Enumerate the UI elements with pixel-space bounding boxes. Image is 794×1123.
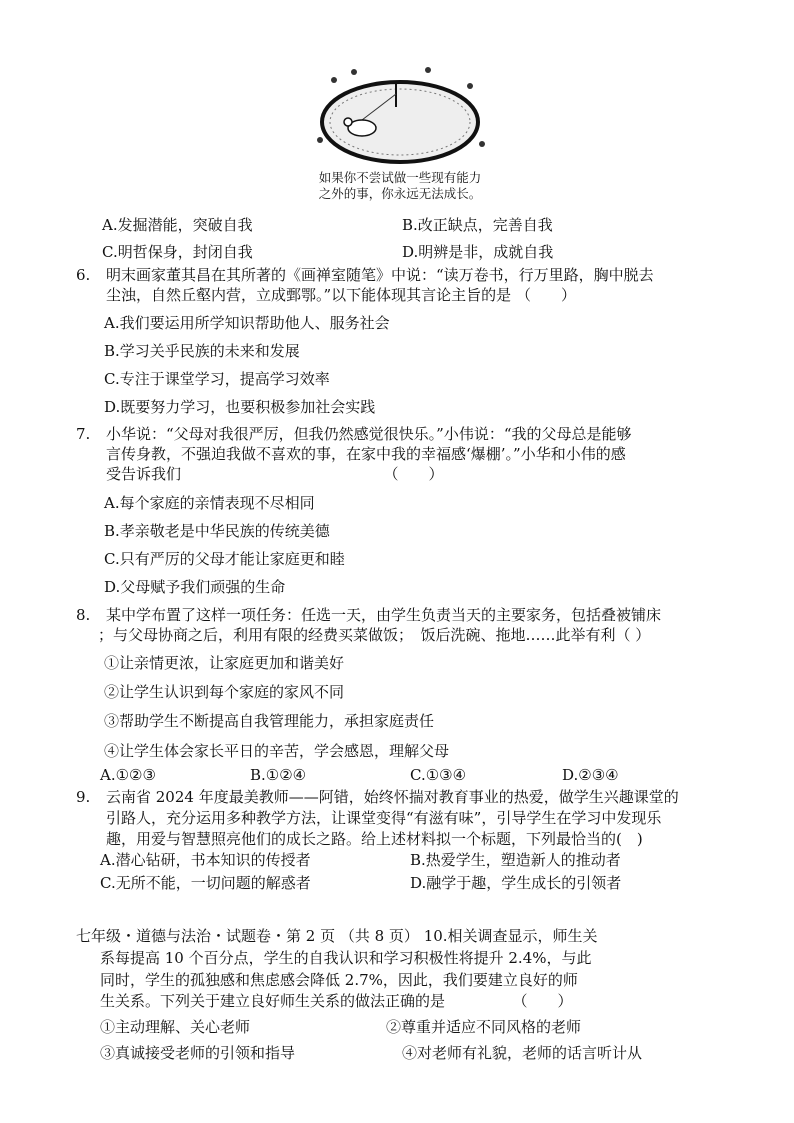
q9-stem-line-2: 引路人，充分运用多种教学方法，让课堂变得“有滋有味”，引导学生在学习中发现乐 <box>106 809 662 827</box>
q7-number: 7. <box>76 425 91 443</box>
q8-item-3: ③帮助学生不断提高自我管理能力，承担家庭责任 <box>104 712 435 730</box>
q9-option-d: D.融学于趣，学生成长的引领者 <box>410 874 622 892</box>
caption-line-1: 如果你不尝试做一些现有能力 <box>318 170 482 185</box>
q6-number: 6. <box>76 266 91 284</box>
q6-stem-line-1: 明末画家董其昌在其所著的《画禅室随笔》中说：“读万卷书，行万里路，胸中脱去 <box>106 266 654 284</box>
q8-item-1: ①让亲情更浓，让家庭更加和谐美好 <box>104 654 345 672</box>
cartoon-caption <box>300 170 500 202</box>
q10-item-4: ④对老师有礼貌，老师的话言听计从 <box>402 1044 643 1062</box>
q9-stem-line-3: 趣，用爱与智慧照亮他们的成长之路。给上述材料拟一个标题，下列最恰当的( ) <box>106 830 643 848</box>
q10-item-3: ③真诚接受老师的引领和指导 <box>100 1044 296 1062</box>
caption-line-2: 之外的事，你永远无法成长。 <box>318 186 482 201</box>
q7-option-b: B.孝亲敬老是中华民族的传统美德 <box>104 522 330 540</box>
q5-option-a: A.发掘潜能，突破自我 <box>102 216 253 234</box>
q8-option-c: C.①③④ <box>410 766 467 784</box>
footer-q10-line-1: 七年级・道德与法治・试题卷・第 2 页 （共 8 页） 10.相关调查显示，师生关 <box>76 927 598 945</box>
q5-option-b: B.改正缺点，完善自我 <box>402 216 553 234</box>
q7-stem-line-1: 小华说：“父母对我很严厉，但我仍然感觉很快乐。”小伟说：“我的父母总是能够 <box>106 425 632 443</box>
q8-stem-line-2: ；与父母协商之后，利用有限的经费买菜做饭； 饭后洗碗、拖地……此举有利（ ） <box>98 626 651 644</box>
q5-option-d: D.明辨是非，成就自我 <box>402 243 554 261</box>
q7-option-a: A.每个家庭的亲情表现不尽相同 <box>104 494 315 512</box>
q7-stem-line-2: 言传身教，不强迫我做不喜欢的事，在家中我的幸福感‘爆棚’。”小华和小伟的感 <box>106 445 626 463</box>
q8-option-b: B.①②④ <box>250 766 307 784</box>
q6-stem-line-2: 尘浊，自然丘壑内营，立成鄄鄂。”以下能体现其言论主旨的是 （ ） <box>106 286 576 304</box>
q8-item-4: ④让学生体会家长平日的辛苦，学会感恩，理解父母 <box>104 742 450 760</box>
q9-number: 9. <box>76 788 91 806</box>
q10-item-1: ①主动理解、关心老师 <box>100 1018 251 1036</box>
q10-stem-line-3: 同时，学生的孤独感和焦虑感会降低 2.7%，因此，我们要建立良好的师 <box>100 971 578 989</box>
q6-option-d: D.既要努力学习，也要积极参加社会实践 <box>104 398 376 416</box>
q9-stem-line-1: 云南省 2024 年度最美教师——阿错，始终怀揣对教育事业的热爱，做学生兴趣课堂的 <box>106 788 679 806</box>
q5-option-c: C.明哲保身，封闭自我 <box>102 243 253 261</box>
q7-option-c: C.只有严厉的父母才能让家庭更和睦 <box>104 550 345 568</box>
q6-option-b: B.学习关乎民族的未来和发展 <box>104 342 300 360</box>
cartoon-illustration <box>310 62 490 172</box>
q6-option-a: A.我们要运用所学知识帮助他人、服务社会 <box>104 314 390 332</box>
q7-option-d: D.父母赋予我们顽强的生命 <box>104 578 286 596</box>
q10-stem-line-4: 生关系。下列关于建立良好师生关系的做法正确的是 （ ） <box>100 992 573 1010</box>
q7-stem-line-3: 受告诉我们 （ ） <box>106 465 444 483</box>
q10-stem-line-2: 系每提高 10 个百分点，学生的自我认识和学习积极性将提升 2.4%，与此 <box>100 949 592 967</box>
q6-option-c: C.专注于课堂学习，提高学习效率 <box>104 370 330 388</box>
q8-item-2: ②让学生认识到每个家庭的家风不同 <box>104 683 345 701</box>
q9-option-a: A.潜心钻研，书本知识的传授者 <box>100 851 311 869</box>
q8-number: 8. <box>76 606 91 624</box>
q8-option-d: D.②③④ <box>562 766 619 784</box>
q10-item-2: ②尊重并适应不同风格的老师 <box>386 1018 582 1036</box>
q9-option-b: B.热爱学生，塑造新人的推动者 <box>410 851 621 869</box>
q8-stem-line-1: 某中学布置了这样一项任务：任选一天，由学生负责当天的主要家务，包括叠被铺床 <box>106 606 662 624</box>
q9-option-c: C.无所不能，一切问题的解惑者 <box>100 874 311 892</box>
q8-option-a: A.①②③ <box>100 766 156 784</box>
